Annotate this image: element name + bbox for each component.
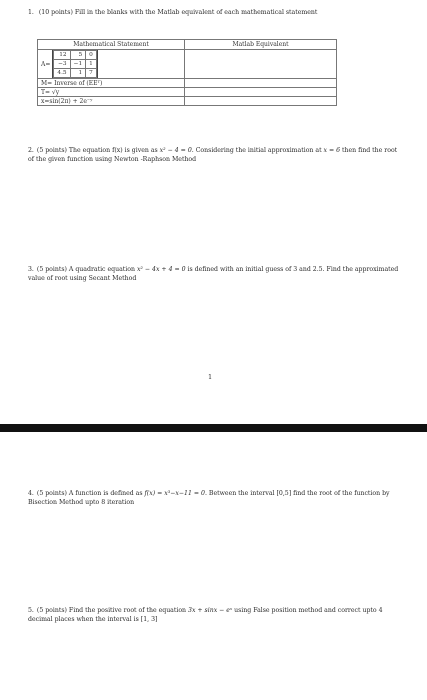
question-3-text-b: is defined with an initial guess of 3 and 2.5. Find the approximated value of root using Secant Method <box>28 266 399 282</box>
matrix-cell: 7 <box>86 69 97 78</box>
header-statement: Mathematical Statement <box>38 40 185 50</box>
question-1 <box>28 8 400 17</box>
question-3 <box>28 265 400 283</box>
table-row-m <box>38 79 337 88</box>
question-5-text-b: using False position method and correct upto 4 decimal places when the interval is [1, 3] <box>28 607 383 623</box>
question-5-text-a: (5 points) Find the positive root of the equation <box>36 607 189 614</box>
table-header-row <box>38 40 337 50</box>
question-1-text: (10 points) Fill in the blanks with the Matlab equivalent of each mathematical statement <box>38 9 318 16</box>
question-1-number: 1. <box>28 9 34 16</box>
matrix-cell: −1 <box>70 60 86 69</box>
question-4-equation: f(x) = x³−x−11 = 0 <box>144 490 205 497</box>
matrix-cell: 0 <box>86 51 97 60</box>
matrix-cell: 1 <box>70 69 86 78</box>
statement-t: T= √y <box>38 88 185 97</box>
matlab-answer-cell[interactable] <box>185 88 337 97</box>
exam-page-2 <box>0 432 427 700</box>
matlab-equivalent-table <box>37 39 337 106</box>
table-row-matrix <box>38 50 337 79</box>
question-4-text-b: . Between the interval [0,5] find the root of the function by Bisection Method upto 8 iteration <box>28 490 390 506</box>
matrix-cell: 1 <box>86 60 97 69</box>
matrix-cell: 12 <box>54 51 70 60</box>
table-row-x <box>38 97 337 106</box>
question-3-equation: x² − 4x + 4 = 0 <box>136 266 186 273</box>
matrix-label: A= <box>41 60 51 68</box>
matlab-answer-cell[interactable] <box>185 79 337 88</box>
page-separator <box>0 424 427 432</box>
question-4-text-a: (5 points) A function is defined as <box>36 490 145 497</box>
question-5-number: 5. <box>28 607 34 614</box>
question-2 <box>28 146 400 164</box>
question-5-equation: 3x + sinx − eˣ <box>188 607 233 614</box>
page-number: 1 <box>208 373 213 381</box>
question-5 <box>28 606 400 624</box>
statement-x: x=sin(2π) + 2e⁻ʸ <box>38 97 185 106</box>
table-row-t <box>38 88 337 97</box>
matrix-a <box>52 50 97 78</box>
statement-m: M= Inverse of (EEᵀ) <box>38 79 185 88</box>
question-2-text-b: . Considering the initial approximation at <box>191 147 324 154</box>
header-matlab: Matlab Equivalent <box>185 40 337 50</box>
matlab-answer-cell[interactable] <box>185 50 337 79</box>
matlab-answer-cell[interactable] <box>185 97 337 106</box>
question-2-initial: x = 6 <box>323 147 341 154</box>
question-4-number: 4. <box>28 490 34 497</box>
question-2-text-a: (5 points) The equation f(x) is given as <box>36 147 160 154</box>
question-3-text-a: (5 points) A quadratic equation <box>36 266 137 273</box>
question-2-number: 2. <box>28 147 34 154</box>
question-4 <box>28 489 400 507</box>
question-2-equation: x² − 4 = 0 <box>159 147 192 154</box>
question-3-number: 3. <box>28 266 34 273</box>
question-2-text-c: then find the root of the given function using Newton -Raphson Method <box>28 147 398 163</box>
matrix-cell: 5 <box>70 51 86 60</box>
matrix-cell: 4.5 <box>54 69 70 78</box>
matrix-cell: −3 <box>54 60 70 69</box>
statement-matrix-cell <box>38 50 185 79</box>
